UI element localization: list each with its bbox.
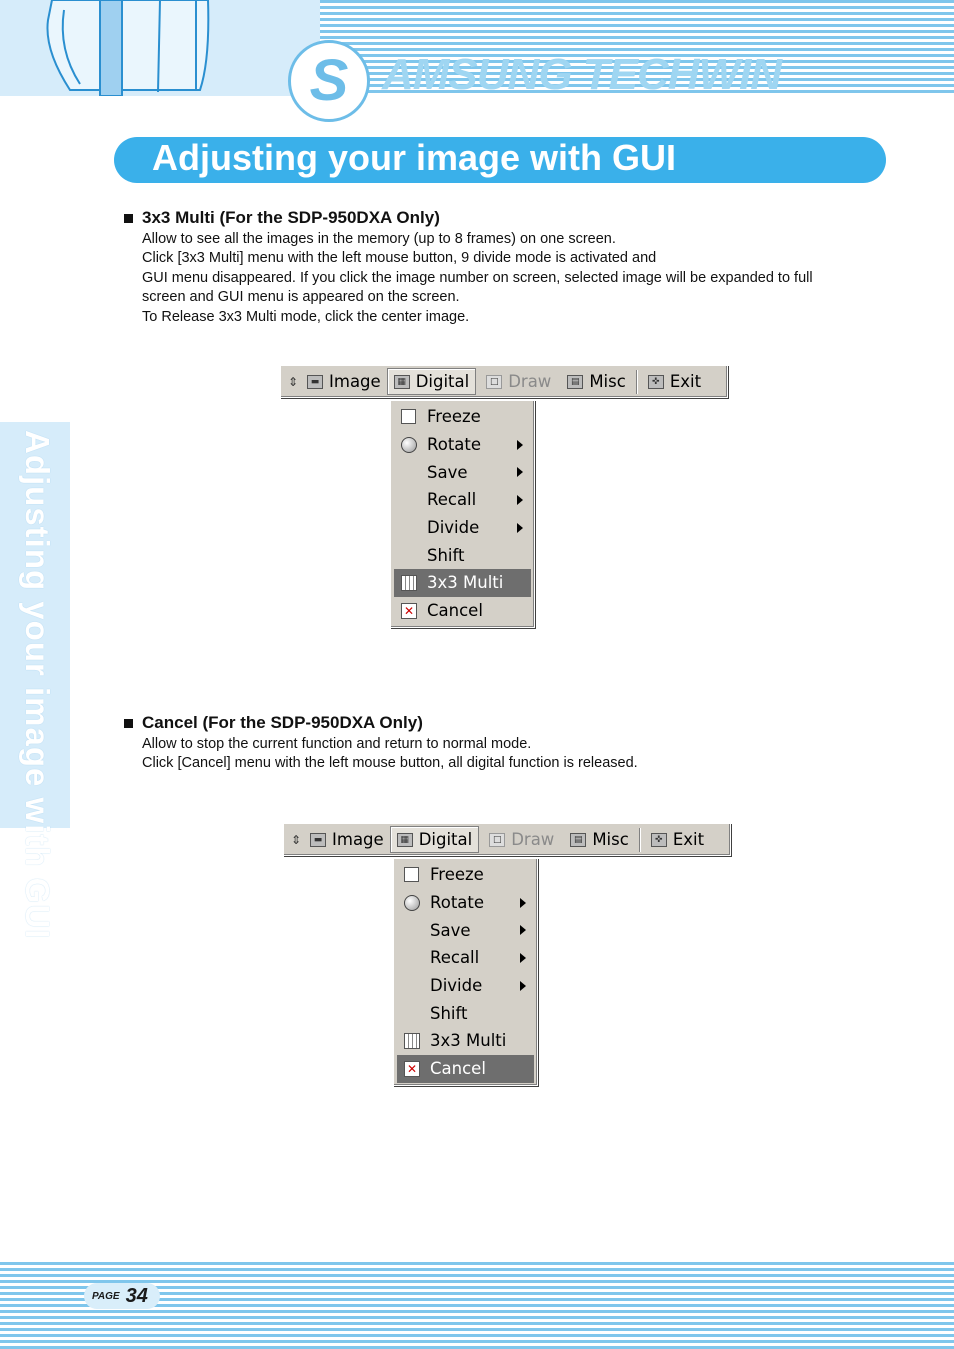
menu-item-label: Shift: [427, 545, 465, 565]
menu-digital[interactable]: [390, 826, 480, 853]
menu-item-cancel[interactable]: [394, 597, 531, 625]
body-line: Allow to see all the images in the memory (up to 8 frames) on one screen.: [142, 231, 616, 247]
menu-item-label: Recall: [427, 490, 477, 510]
menu-label: Exit: [669, 372, 702, 391]
page-number-badge: [84, 1283, 160, 1309]
menu-separator: [636, 370, 638, 394]
menu-label: Image: [332, 830, 384, 849]
menu-item-divide[interactable]: [397, 972, 534, 1000]
section-heading: [124, 713, 864, 733]
body-line: To Release 3x3 Multi mode, click the center image.: [142, 308, 470, 325]
menu-item-label: Recall: [430, 948, 480, 968]
menu-exit[interactable]: [645, 826, 710, 853]
menu-item-label: Freeze: [430, 865, 484, 885]
menu-exit[interactable]: [642, 368, 707, 395]
menu-image[interactable]: [304, 826, 390, 853]
menu-item-label: Save: [430, 920, 471, 940]
menu-item-freeze[interactable]: [394, 403, 531, 431]
submenu-arrow-icon: [520, 953, 526, 963]
page-title-bar: [114, 137, 886, 183]
submenu-arrow-icon: [520, 925, 526, 935]
misc-icon: ▤: [570, 833, 586, 847]
rotate-icon: [401, 437, 417, 453]
menu-item-3x3-multi[interactable]: [397, 1027, 534, 1055]
menu-draw[interactable]: [483, 826, 560, 853]
menu-misc[interactable]: [564, 826, 635, 853]
exit-icon: ✜: [648, 375, 664, 389]
cancel-icon: ✕: [401, 603, 417, 619]
exit-icon: ✜: [651, 833, 667, 847]
misc-icon: ▤: [567, 375, 583, 389]
checkbox-icon: [401, 409, 416, 424]
section-heading-text: Cancel (For the SDP-950DXA Only): [142, 713, 423, 732]
section-heading-text: 3x3 Multi (For the SDP-950DXA Only): [142, 208, 440, 227]
menu-item-label: Save: [427, 462, 468, 482]
menu-item-label: Cancel: [430, 1059, 486, 1079]
menu-label: Digital: [418, 830, 473, 849]
menu-label: Exit: [672, 830, 705, 849]
checkbox-icon: [404, 867, 419, 882]
menu-item-divide[interactable]: [394, 514, 531, 542]
digital-dropdown: [390, 400, 535, 628]
bullet-icon: [124, 719, 133, 728]
submenu-arrow-icon: [517, 523, 523, 533]
submenu-arrow-icon: [520, 981, 526, 991]
draw-icon: □: [486, 375, 502, 389]
menu-item-save[interactable]: [397, 916, 534, 944]
body-line: Allow to stop the current function and return to normal mode.: [142, 736, 532, 752]
menu-item-label: Cancel: [427, 601, 483, 621]
menu-misc[interactable]: [561, 368, 632, 395]
body-line: Click [Cancel] menu with the left mouse button, all digital function is released.: [142, 755, 638, 772]
menu-image[interactable]: [301, 368, 387, 395]
menu-label: Draw: [511, 830, 555, 849]
grid-icon: [404, 1033, 420, 1049]
submenu-arrow-icon: [517, 467, 523, 477]
body-line: screen and GUI menu is appeared on the screen.: [142, 289, 460, 306]
menu-label: Image: [329, 372, 381, 391]
menu-item-save[interactable]: [394, 458, 531, 486]
image-icon: ▬: [307, 375, 323, 389]
menu-item-cancel[interactable]: [397, 1055, 534, 1083]
submenu-arrow-icon: [520, 898, 526, 908]
gui-menubar: [283, 823, 731, 856]
grip-icon[interactable]: ⇕: [287, 374, 299, 389]
menu-item-label: Rotate: [430, 893, 485, 913]
menu-item-recall[interactable]: [397, 944, 534, 972]
submenu-arrow-icon: [517, 440, 523, 450]
section-3x3-multi: [124, 208, 864, 327]
section-cancel: [124, 713, 864, 774]
menu-label: Draw: [508, 372, 552, 391]
menu-item-rotate[interactable]: [397, 889, 534, 917]
menu-label: Digital: [415, 372, 470, 391]
grip-icon[interactable]: ⇕: [290, 832, 302, 847]
menu-item-label: Divide: [430, 976, 483, 996]
image-icon: ▬: [310, 833, 326, 847]
brand-logo: S: [288, 40, 370, 122]
menu-item-shift[interactable]: [394, 541, 531, 569]
section-heading: [124, 208, 864, 228]
side-tab-label: Adjusting your image with GUI: [19, 430, 56, 940]
menu-item-recall[interactable]: [394, 486, 531, 514]
menu-draw[interactable]: [480, 368, 557, 395]
gui-menubar: [280, 365, 728, 398]
body-line: GUI menu disappeared. If you click the image number on screen, selected image will be expanded to full: [142, 269, 813, 286]
camera-illustration: [0, 0, 320, 96]
menu-item-freeze[interactable]: [397, 861, 534, 889]
menu-item-label: Divide: [427, 518, 480, 538]
menu-item-label: 3x3 Multi: [430, 1031, 507, 1051]
menu-item-label: Freeze: [427, 407, 481, 427]
submenu-arrow-icon: [517, 495, 523, 505]
menu-item-label: Shift: [430, 1003, 468, 1023]
menu-item-3x3-multi[interactable]: [394, 569, 531, 597]
cancel-icon: ✕: [404, 1061, 420, 1077]
draw-icon: □: [489, 833, 505, 847]
menu-label: Misc: [592, 830, 629, 849]
menu-item-shift[interactable]: [397, 999, 534, 1027]
menu-item-label: 3x3 Multi: [427, 573, 504, 593]
grid-icon: [401, 575, 417, 591]
body-line: Click [3x3 Multi] menu with the left mouse button, 9 divide mode is activated and: [142, 250, 657, 267]
page-number: 34: [125, 1284, 148, 1307]
menu-separator: [639, 828, 641, 852]
bullet-icon: [124, 214, 133, 223]
menu-digital[interactable]: [387, 368, 477, 395]
menu-item-rotate[interactable]: [394, 431, 531, 459]
section-body: [142, 735, 864, 774]
digital-icon: ▦: [397, 833, 413, 847]
page-title: Adjusting your image with GUI: [152, 137, 677, 178]
rotate-icon: [404, 895, 420, 911]
brand-text: AMSUNG TECHWIN: [382, 50, 782, 99]
digital-dropdown: [393, 858, 538, 1086]
digital-icon: ▦: [394, 375, 410, 389]
section-body: [142, 230, 864, 327]
menu-label: Misc: [589, 372, 626, 391]
menu-item-label: Rotate: [427, 435, 482, 455]
page-label: PAGE: [92, 1290, 120, 1302]
